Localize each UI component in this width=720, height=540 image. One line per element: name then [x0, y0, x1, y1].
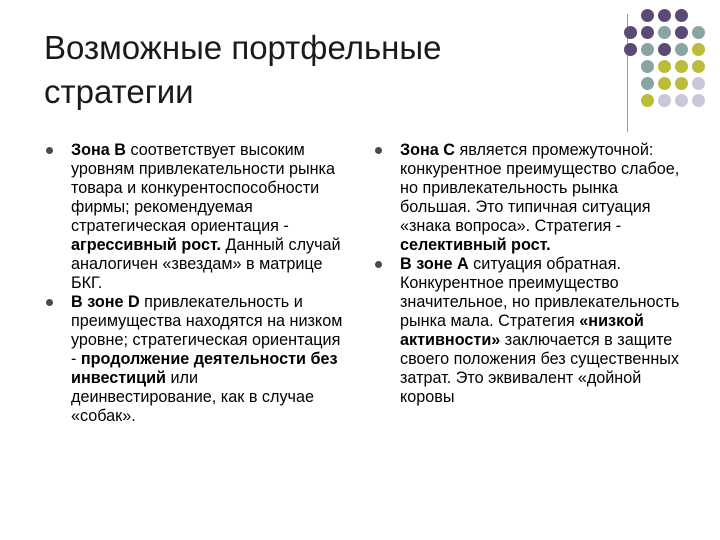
decor-dot: [692, 94, 705, 107]
decor-dot: [641, 94, 654, 107]
zone-a-strategy: «низкой активности»: [400, 312, 644, 349]
zone-c-strategy: селективный рост.: [400, 236, 551, 254]
zone-a-text-end: заключается в защите своего положения без существенных затрат. Это эквивалент «дойной коровы: [400, 331, 680, 406]
zone-a-text: ситуация обратная. Конкурентное преимущество значительное, но привлекательность рынка мала. Стратегия: [400, 255, 680, 330]
decor-dot: [624, 26, 637, 39]
bullet-icon: [375, 147, 382, 154]
right-column: [370, 141, 680, 407]
decor-dot: [658, 60, 671, 73]
decor-dot: [641, 43, 654, 56]
slide-title-line2: стратегии: [44, 73, 194, 110]
decor-dot: [675, 94, 688, 107]
decor-dot: [641, 26, 654, 39]
decor-dot: [624, 43, 637, 56]
zone-c-text: является промежуточной: конкурентное преимущество слабое, но привлекательность рынка большая. Это типичная ситуация «знака вопроса». Стратегия -: [400, 141, 680, 235]
decor-dot: [675, 26, 688, 39]
zone-b-text-end: Данный случай аналогичен «звездам» в матрице БКГ.: [71, 236, 341, 292]
zone-d-strategy: продолжение деятельности без инвестиций: [71, 350, 338, 387]
zone-d-text: привлекательность и преимущества находятся на низком уровне; стратегическая ориентация -: [71, 293, 343, 368]
list-item-zone-c: [370, 141, 680, 255]
decor-dot: [675, 9, 688, 22]
list-item-zone-b: [44, 141, 344, 293]
zone-d-text-end: или деинвестирование, как в случае «собак».: [71, 369, 314, 425]
decor-dot: [675, 60, 688, 73]
decor-dot: [658, 43, 671, 56]
decor-dot: [692, 43, 705, 56]
decor-dot: [641, 77, 654, 90]
zone-a-label: В зоне А: [400, 255, 469, 273]
decor-dot: [692, 77, 705, 90]
decor-dot: [658, 9, 671, 22]
zone-b-text: соответствует высоким уровням привлекательности рынка товара и конкурентоспособности фирмы; рекомендуемая стратегическая ориентация -: [71, 141, 336, 235]
decor-dot: [692, 26, 705, 39]
bullet-icon: [46, 299, 53, 306]
zone-c-label: Зона С: [400, 141, 455, 159]
decor-dot: [692, 60, 705, 73]
bullet-icon: [46, 147, 53, 154]
decor-dot: [658, 77, 671, 90]
list-item-zone-d: [44, 293, 344, 426]
decor-dot: [641, 9, 654, 22]
decor-dot: [675, 43, 688, 56]
list-item-zone-a: [370, 255, 680, 407]
decor-dot: [658, 26, 671, 39]
zone-b-label: Зона В: [71, 141, 126, 159]
slide-title-line1: Возможные портфельные: [44, 29, 442, 66]
decor-dot: [658, 94, 671, 107]
slide-title: [44, 26, 584, 114]
left-column: [44, 141, 344, 426]
decor-dot: [641, 60, 654, 73]
zone-d-label: В зоне D: [71, 293, 140, 311]
zone-b-strategy: агрессивный рост.: [71, 236, 221, 254]
bullet-icon: [375, 261, 382, 268]
decor-dot: [675, 77, 688, 90]
